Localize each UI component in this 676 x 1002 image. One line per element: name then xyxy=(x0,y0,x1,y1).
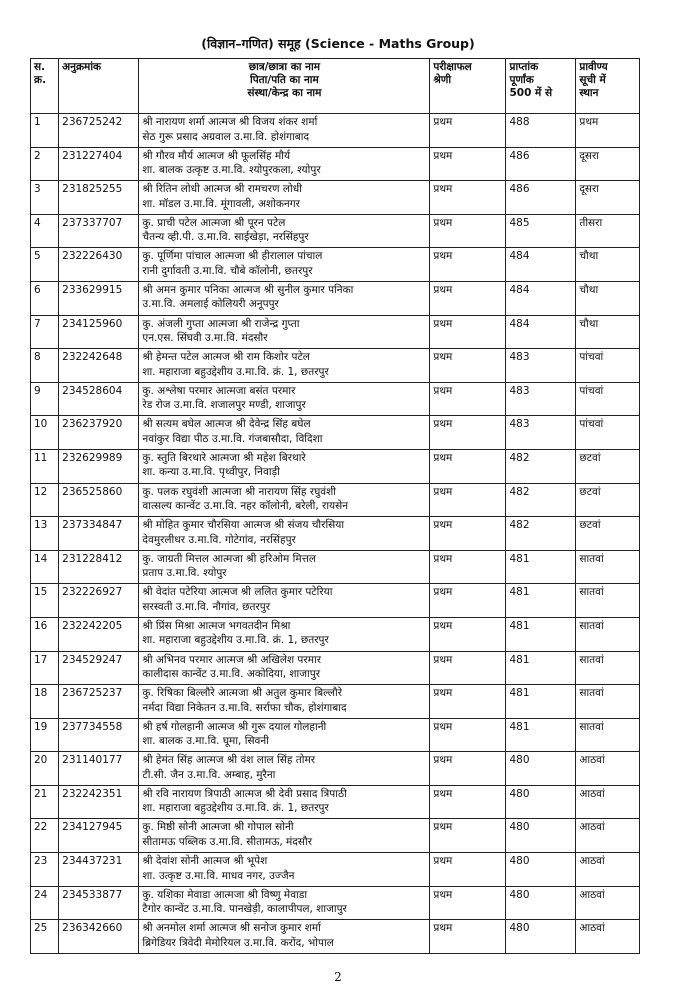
name-school-cell xyxy=(139,214,430,248)
division-cell: प्रथम xyxy=(430,617,506,651)
school-name: ब्रिगेडियर त्रिवेदी मेमोरियल उ.मा.वि. करोंद, भोपाल xyxy=(142,936,334,949)
table-row xyxy=(31,147,640,181)
student-parent-name: कु. स्तुति बिरथारे आत्मजा श्री महेश बिरथारे xyxy=(142,451,306,464)
marks-cell: 481 xyxy=(506,584,576,618)
student-parent-name: श्री गौरव मौर्य आत्मज श्री फूलसिंह मौर्य xyxy=(142,149,291,162)
student-parent-name: श्री वेदांत पटेरिया आत्मज श्री ललित कुमार पटेरिया xyxy=(142,586,333,599)
division-cell: प्रथम xyxy=(430,819,506,853)
name-school-cell xyxy=(139,483,430,517)
student-parent-name: कु. पलक रघुवंशी आत्मजा श्री नारायण सिंह रघुवंशी xyxy=(142,485,336,498)
table-row xyxy=(31,685,640,719)
table-row xyxy=(31,617,640,651)
merit-rank-cell: प्रथम xyxy=(576,114,640,148)
name-school-cell xyxy=(139,449,430,483)
merit-rank-cell: पांचवां xyxy=(576,416,640,450)
roll-number-cell: 236725242 xyxy=(59,114,139,148)
division-cell: प्रथम xyxy=(430,248,506,282)
table-row xyxy=(31,920,640,954)
name-school-cell xyxy=(139,785,430,819)
student-parent-name: कु. जाग्रती मित्तल आत्मजा श्री हरिओम मित्तल xyxy=(142,552,316,565)
division-cell: प्रथम xyxy=(430,416,506,450)
table-row xyxy=(31,584,640,618)
marks-cell: 480 xyxy=(506,886,576,920)
marks-cell: 480 xyxy=(506,785,576,819)
merit-rank-cell: तीसरा xyxy=(576,214,640,248)
table-row xyxy=(31,517,640,551)
serial-number-cell: 10 xyxy=(31,416,59,450)
table-row xyxy=(31,785,640,819)
serial-number-cell: 14 xyxy=(31,550,59,584)
serial-number-cell: 8 xyxy=(31,349,59,383)
table-row xyxy=(31,416,640,450)
header-roll-number: अनुक्रमांक xyxy=(59,59,139,114)
merit-rank-cell: आठवां xyxy=(576,853,640,887)
serial-number-cell: 9 xyxy=(31,382,59,416)
merit-rank-cell: सातवां xyxy=(576,584,640,618)
merit-rank-cell: छटवां xyxy=(576,517,640,551)
roll-number-cell: 231825255 xyxy=(59,181,139,215)
merit-rank-cell: आठवां xyxy=(576,752,640,786)
division-cell: प्रथम xyxy=(430,349,506,383)
school-name: टी.सी. जैन उ.मा.वि. अम्बाह, मुरैना xyxy=(142,768,276,781)
merit-rank-cell: सातवां xyxy=(576,685,640,719)
marks-cell: 484 xyxy=(506,281,576,315)
name-school-cell xyxy=(139,248,430,282)
school-name: वात्सल्य कान्वेंट उ.मा.वि. नहर कॉलोनी, बरेली, रायसेन xyxy=(142,500,349,513)
division-cell: प्रथम xyxy=(430,886,506,920)
name-school-cell xyxy=(139,819,430,853)
school-name: नवांकुर विद्या पीठ उ.मा.वि. गंजबासौदा, विदिशा xyxy=(142,432,323,445)
student-parent-name: श्री अनमोल शर्मा आत्मज श्री सनोज कुमार शर्मा xyxy=(142,922,321,935)
marks-cell: 483 xyxy=(506,416,576,450)
student-parent-name: कु. मिष्ठी सोनी आत्मजा श्री गोपाल सोनी xyxy=(142,821,294,834)
table-row xyxy=(31,214,640,248)
school-name: कालीदास कान्वेंट उ.मा.वि. अकोदिया, शाजापुर xyxy=(142,668,321,680)
name-school-cell xyxy=(139,517,430,551)
table-row xyxy=(31,550,640,584)
marks-cell: 480 xyxy=(506,853,576,887)
roll-number-cell: 234127945 xyxy=(59,819,139,853)
table-row xyxy=(31,382,640,416)
division-cell: प्रथम xyxy=(430,382,506,416)
school-name: शा. महाराजा बहुउद्देशीय उ.मा.वि. क्रं. 1, छतरपुर xyxy=(142,802,329,815)
division-cell: प्रथम xyxy=(430,685,506,719)
school-name: शा. बालक उ.मा.वि. घूमा, सिवनी xyxy=(142,735,269,748)
school-name: सरस्वती उ.मा.वि. नौगांव, छतरपुर xyxy=(142,600,271,613)
marks-cell: 482 xyxy=(506,483,576,517)
roll-number-cell: 233629915 xyxy=(59,281,139,315)
school-name: रेड रोज उ.मा.वि. शजालपुर मण्डी, शाजापुर xyxy=(142,399,306,412)
roll-number-cell: 232242351 xyxy=(59,785,139,819)
marks-cell: 480 xyxy=(506,819,576,853)
student-parent-name: श्री मोहित कुमार चौरसिया आत्मज श्री संजय चौरसिया xyxy=(142,519,345,532)
student-parent-name: श्री हर्ष गोलहानी आत्मज श्री गुरू दयाल गोलहानी xyxy=(142,720,327,733)
table-row xyxy=(31,449,640,483)
serial-number-cell: 16 xyxy=(31,617,59,651)
school-name: चैतन्य व्ही.पी. उ.मा.वि. साईखेड़ा, नरसिंहपुर xyxy=(142,231,309,244)
marks-cell: 482 xyxy=(506,449,576,483)
marks-cell: 484 xyxy=(506,248,576,282)
serial-number-cell: 5 xyxy=(31,248,59,282)
serial-number-cell: 12 xyxy=(31,483,59,517)
table-row xyxy=(31,281,640,315)
student-parent-name: कु. अश्लेषा परमार आत्मजा बसंत परमार xyxy=(142,384,296,397)
division-cell: प्रथम xyxy=(430,181,506,215)
page-title: (विज्ञान–गणित) समूह (Science - Maths Group) xyxy=(201,36,475,51)
school-name: शा. कन्या उ.मा.वि. पृथ्वीपुर, निवाड़ी xyxy=(142,466,280,479)
merit-rank-cell: छटवां xyxy=(576,449,640,483)
header-student-name: छात्र/छात्रा का नाम पिता/पति का नाम संस्था/केन्द्र का नाम xyxy=(139,59,430,114)
roll-number-cell: 234533877 xyxy=(59,886,139,920)
table-row xyxy=(31,886,640,920)
name-school-cell xyxy=(139,382,430,416)
division-cell: प्रथम xyxy=(430,114,506,148)
table-row xyxy=(31,853,640,887)
marks-cell: 481 xyxy=(506,685,576,719)
name-school-cell xyxy=(139,617,430,651)
marks-cell: 486 xyxy=(506,181,576,215)
table-row xyxy=(31,651,640,685)
school-name: सेठ गुरू प्रसाद अग्रवाल उ.मा.वि. होशंगाबाद xyxy=(142,130,310,143)
merit-rank-cell: दूसरा xyxy=(576,181,640,215)
school-name: शा. महाराजा बहुउद्देशीय उ.मा.वि. क्रं. 1, छतरपुर xyxy=(142,365,329,378)
merit-rank-cell: सातवां xyxy=(576,617,640,651)
student-parent-name: कु. रिषिका बिल्लौरे आत्मजा श्री अतुल कुमार बिल्लौरे xyxy=(142,687,343,700)
division-cell: प्रथम xyxy=(430,853,506,887)
merit-rank-cell: सातवां xyxy=(576,718,640,752)
student-parent-name: श्री रवि नारायण त्रिपाठी आत्मज श्री देवी प्रसाद त्रिपाठी xyxy=(142,787,347,800)
serial-number-cell: 19 xyxy=(31,718,59,752)
merit-rank-cell: आठवां xyxy=(576,886,640,920)
school-name: टैगोर कान्वेंट उ.मा.वि. पानखेड़ी, कालापीपल, शाजापुर xyxy=(142,903,347,916)
school-name: नर्मदा विद्या निकेतन उ.मा.वि. सर्राफा चौक, होशंगाबाद xyxy=(142,701,347,714)
serial-number-cell: 6 xyxy=(31,281,59,315)
division-cell: प्रथम xyxy=(430,281,506,315)
roll-number-cell: 234437231 xyxy=(59,853,139,887)
roll-number-cell: 236237920 xyxy=(59,416,139,450)
merit-rank-cell: पांचवां xyxy=(576,349,640,383)
roll-number-cell: 237334847 xyxy=(59,517,139,551)
division-cell: प्रथम xyxy=(430,517,506,551)
table-row xyxy=(31,752,640,786)
marks-cell: 483 xyxy=(506,382,576,416)
marks-cell: 483 xyxy=(506,349,576,383)
name-school-cell xyxy=(139,114,430,148)
merit-rank-cell: चौथा xyxy=(576,248,640,282)
serial-number-cell: 18 xyxy=(31,685,59,719)
serial-number-cell: 15 xyxy=(31,584,59,618)
roll-number-cell: 232226430 xyxy=(59,248,139,282)
student-parent-name: कु. पूर्णिमा पांचाल आत्मजा श्री हीरालाल पांचाल xyxy=(142,250,323,263)
division-cell: प्रथम xyxy=(430,449,506,483)
school-name: शा. उत्कृष्ट उ.मा.वि. माधव नगर, उज्जैन xyxy=(142,869,295,882)
division-cell: प्रथम xyxy=(430,214,506,248)
roll-number-cell: 232629989 xyxy=(59,449,139,483)
table-row xyxy=(31,819,640,853)
roll-number-cell: 234529247 xyxy=(59,651,139,685)
roll-number-cell: 237734558 xyxy=(59,718,139,752)
header-division: परीक्षाफल श्रेणी xyxy=(430,59,506,114)
merit-rank-cell: आठवां xyxy=(576,785,640,819)
roll-number-cell: 231227404 xyxy=(59,147,139,181)
school-name: देवमुरलीधर उ.मा.वि. गोटेगांव, नरसिंहपुर xyxy=(142,533,296,546)
serial-number-cell: 20 xyxy=(31,752,59,786)
merit-rank-cell: आठवां xyxy=(576,819,640,853)
marks-cell: 480 xyxy=(506,752,576,786)
table-row xyxy=(31,248,640,282)
marks-cell: 481 xyxy=(506,550,576,584)
merit-rank-cell: छटवां xyxy=(576,483,640,517)
table-row xyxy=(31,718,640,752)
serial-number-cell: 25 xyxy=(31,920,59,954)
marks-cell: 486 xyxy=(506,147,576,181)
marks-cell: 480 xyxy=(506,920,576,954)
header-marks: प्राप्तांक पूर्णांक 500 में से xyxy=(506,59,576,114)
name-school-cell xyxy=(139,584,430,618)
name-school-cell xyxy=(139,416,430,450)
school-name: शा. महाराजा बहुउद्देशीय उ.मा.वि. क्रं. 1, छतरपुर xyxy=(142,634,329,647)
table-row xyxy=(31,114,640,148)
student-parent-name: कु. अंजली गुप्ता आत्मजा श्री राजेन्द्र गुप्ता xyxy=(142,317,300,330)
roll-number-cell: 234125960 xyxy=(59,315,139,349)
division-cell: प्रथम xyxy=(430,718,506,752)
header-merit-rank: प्रावीण्य सूची में स्थान xyxy=(576,59,640,114)
division-cell: प्रथम xyxy=(430,752,506,786)
merit-rank-cell: दूसरा xyxy=(576,147,640,181)
student-parent-name: श्री हेमंत सिंह आत्मज श्री वंश लाल सिंह तोमर xyxy=(142,754,316,767)
serial-number-cell: 3 xyxy=(31,181,59,215)
table-row xyxy=(31,483,640,517)
student-parent-name: श्री देवांश सोनी आत्मज श्री भूपेश xyxy=(142,855,268,868)
serial-number-cell: 4 xyxy=(31,214,59,248)
student-parent-name: श्री प्रिंस मिश्रा आत्मज भगवतदीन मिश्रा xyxy=(142,619,291,632)
serial-number-cell: 1 xyxy=(31,114,59,148)
roll-number-cell: 231140177 xyxy=(59,752,139,786)
division-cell: प्रथम xyxy=(430,651,506,685)
marks-cell: 481 xyxy=(506,617,576,651)
marks-cell: 485 xyxy=(506,214,576,248)
name-school-cell xyxy=(139,315,430,349)
serial-number-cell: 24 xyxy=(31,886,59,920)
name-school-cell xyxy=(139,685,430,719)
school-name: शा. मॉडल उ.मा.वि. मूंगावली, अशोकनगर xyxy=(142,197,300,210)
roll-number-cell: 231228412 xyxy=(59,550,139,584)
merit-list-table xyxy=(30,58,640,954)
student-parent-name: कु. प्राची पटेल आत्मजा श्री पूरन पटेल xyxy=(142,216,286,229)
school-name: एन.एस. सिंघवी उ.मा.वि. मंदसौर xyxy=(142,332,268,345)
merit-rank-cell: सातवां xyxy=(576,550,640,584)
division-cell: प्रथम xyxy=(430,147,506,181)
student-parent-name: कु. यशिका मेवाडा आत्मजा श्री विष्णु मेवाडा xyxy=(142,888,308,901)
name-school-cell xyxy=(139,886,430,920)
name-school-cell xyxy=(139,752,430,786)
serial-number-cell: 21 xyxy=(31,785,59,819)
name-school-cell xyxy=(139,349,430,383)
merit-rank-cell: आठवां xyxy=(576,920,640,954)
student-parent-name: श्री रितिन लोधी आत्मज श्री रामचरण लोधी xyxy=(142,183,302,196)
merit-rank-cell: चौथा xyxy=(576,281,640,315)
marks-cell: 481 xyxy=(506,718,576,752)
name-school-cell xyxy=(139,718,430,752)
student-parent-name: श्री अमन कुमार पनिका आत्मज श्री सुनील कुमार पनिका xyxy=(142,283,354,296)
serial-number-cell: 23 xyxy=(31,853,59,887)
marks-cell: 484 xyxy=(506,315,576,349)
division-cell: प्रथम xyxy=(430,550,506,584)
serial-number-cell: 11 xyxy=(31,449,59,483)
name-school-cell xyxy=(139,550,430,584)
marks-cell: 482 xyxy=(506,517,576,551)
roll-number-cell: 232242205 xyxy=(59,617,139,651)
merit-rank-cell: चौथा xyxy=(576,315,640,349)
page-number: 2 xyxy=(334,970,342,984)
division-cell: प्रथम xyxy=(430,584,506,618)
table-row xyxy=(31,315,640,349)
division-cell: प्रथम xyxy=(430,483,506,517)
header-serial-number: स. क्र. xyxy=(31,59,59,114)
marks-cell: 488 xyxy=(506,114,576,148)
merit-rank-cell: पांचवां xyxy=(576,382,640,416)
school-name: शा. बालक उत्कृष्ट उ.मा.वि. श्योपुरकला, श्योपुर xyxy=(142,164,321,177)
name-school-cell xyxy=(139,147,430,181)
school-name: प्रताप उ.मा.वि. श्योपुर xyxy=(142,567,227,580)
roll-number-cell: 232226927 xyxy=(59,584,139,618)
serial-number-cell: 22 xyxy=(31,819,59,853)
roll-number-cell: 236342660 xyxy=(59,920,139,954)
table-header-row xyxy=(31,59,640,114)
table-row xyxy=(31,349,640,383)
student-parent-name: श्री नारायण शर्मा आत्मज श्री विजय शंकर शर्मा xyxy=(142,116,318,128)
serial-number-cell: 13 xyxy=(31,517,59,551)
roll-number-cell: 236525860 xyxy=(59,483,139,517)
school-name: उ.मा.वि. अमलाई कोलियरी अनूपपुर xyxy=(142,298,279,311)
name-school-cell xyxy=(139,181,430,215)
roll-number-cell: 234528604 xyxy=(59,382,139,416)
roll-number-cell: 236725237 xyxy=(59,685,139,719)
division-cell: प्रथम xyxy=(430,785,506,819)
roll-number-cell: 232242648 xyxy=(59,349,139,383)
serial-number-cell: 2 xyxy=(31,147,59,181)
name-school-cell xyxy=(139,651,430,685)
merit-rank-cell: सातवां xyxy=(576,651,640,685)
roll-number-cell: 237337707 xyxy=(59,214,139,248)
serial-number-cell: 17 xyxy=(31,651,59,685)
name-school-cell xyxy=(139,853,430,887)
division-cell: प्रथम xyxy=(430,920,506,954)
name-school-cell xyxy=(139,920,430,954)
serial-number-cell: 7 xyxy=(31,315,59,349)
student-parent-name: श्री सत्यम बघेल आत्मज श्री देवेन्द्र सिंह बघेल xyxy=(142,418,311,431)
division-cell: प्रथम xyxy=(430,315,506,349)
student-parent-name: श्री हेमन्त पटेल आत्मज श्री राम किशोर पटेल xyxy=(142,351,310,364)
marks-cell: 481 xyxy=(506,651,576,685)
table-row xyxy=(31,181,640,215)
student-parent-name: श्री अभिनव परमार आत्मज श्री अखिलेश परमार xyxy=(142,653,321,666)
name-school-cell xyxy=(139,281,430,315)
school-name: रानी दुर्गावती उ.मा.वि. चौबे कॉलोनी, छतरपुर xyxy=(142,264,313,277)
school-name: सीतामऊ पब्लिक उ.मा.वि. सीतामऊ, मंदसौर xyxy=(142,835,312,848)
